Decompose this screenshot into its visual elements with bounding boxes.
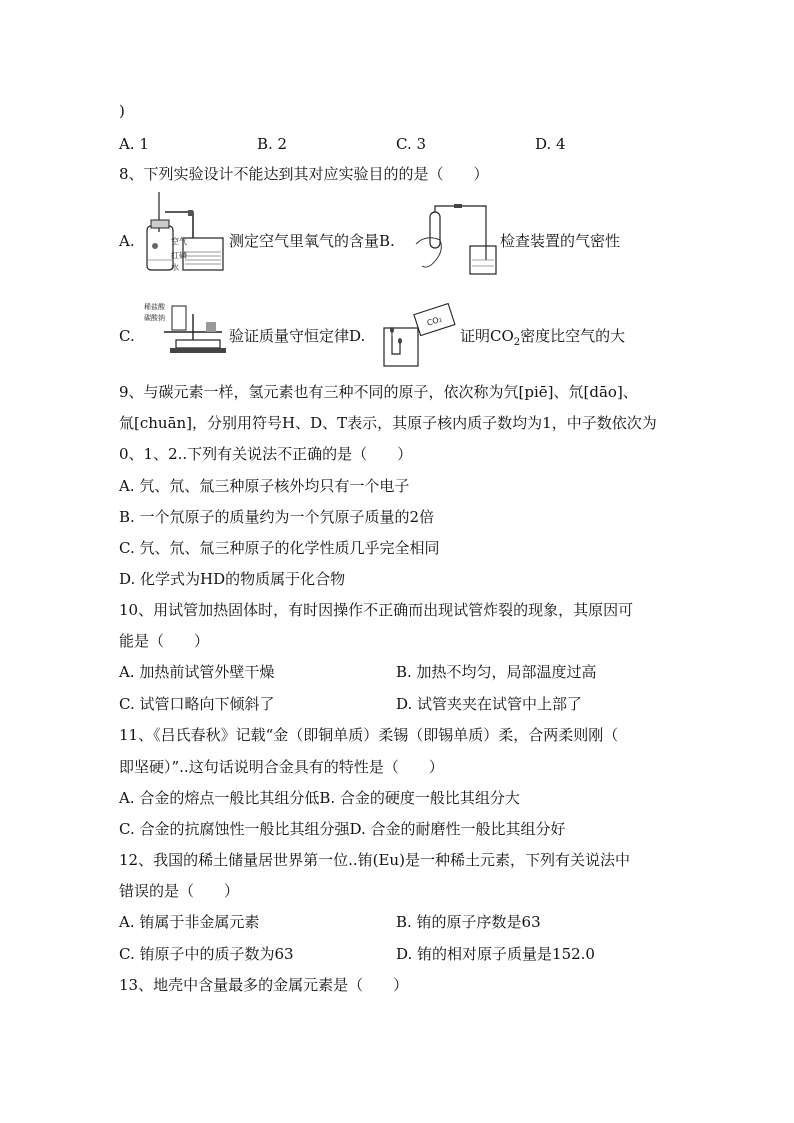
q12-stem-line1: 12、我国的稀土储量居世界第一位..铕(Eu)是一种稀土元素，下列有关说法中 [119,851,630,869]
q8-option-d-text-pre: 证明CO [460,327,514,345]
co2-density-candle-figure [378,302,458,368]
q8-stem: 8、下列实验设计不能达到其对应实验目的的是（ ） [119,165,489,183]
q9-stem-line1: 9、与碳元素一样，氢元素也有三种不同的原子，依次称为氕[piē]、氘[dāo]、 [119,383,638,401]
q9-stem-line2: 氚[chuān]，分别用符号H、D、T表示，其原子核内质子数均为1，中子数依次为 [119,414,657,432]
q10-option-b: B. 加热不均匀，局部温度过高 [396,663,597,681]
q9-option-c: C. 氕、氘、氚三种原子的化学性质几乎完全相同 [119,539,440,557]
q12-option-c: C. 铕原子中的质子数为63 [119,945,294,963]
airtightness-check-figure [406,204,498,276]
q10-option-a: A. 加热前试管外壁干燥 [119,663,275,681]
figC-label-acid: 稀盐酸 [144,303,165,311]
q7-stem-tail: ) [119,102,125,120]
q7-option-b: B. 2 [257,135,288,153]
q13-stem: 13、地壳中含量最多的金属元素是（ ） [119,976,409,994]
q11-options-ab: A. 合金的熔点一般比其组分低B. 合金的硬度一般比其组分大 [119,789,520,807]
q7-option-c: C. 3 [396,135,427,153]
q11-options-cd: C. 合金的抗腐蚀性一般比其组分强D. 合金的耐磨性一般比其组分好 [119,820,566,838]
co2-subscript: 2 [513,337,521,348]
q10-option-c: C. 试管口略向下倾斜了 [119,695,275,713]
oxygen-content-apparatus-figure [141,192,227,278]
q12-option-a: A. 铕属于非金属元素 [119,913,260,931]
q10-option-d: D. 试管夹夹在试管中上部了 [396,695,583,713]
q8-option-a-text: 测定空气里氧气的含量B. [229,232,395,250]
q8-option-c-label: C. [119,327,135,345]
mass-conservation-balance-figure [142,300,226,354]
q8-option-b-text: 检查装置的气密性 [500,232,621,250]
q12-option-d: D. 铕的相对原子质量是152.0 [396,945,595,963]
figA-label-water: 水 [171,263,179,272]
q9-option-b: B. 一个氘原子的质量约为一个氕原子质量的2倍 [119,508,435,526]
q8-option-a-label: A. [119,232,135,250]
q11-stem-line2: 即坚硬）”..这句话说明合金具有的特性是（ ） [119,758,444,776]
q8-option-c-text: 验证质量守恒定律D. [229,327,366,345]
q12-stem-line2: 错误的是（ ） [119,882,240,900]
figC-label-carbonate: 碳酸钠 [144,314,165,322]
q9-option-d: D. 化学式为HD的物质属于化合物 [119,570,346,588]
q8-option-d-text [460,326,625,353]
q10-stem-line1: 10、用试管加热固体时，有时因操作不正确而出现试管炸裂的现象，其原因可 [119,601,634,619]
q7-option-d: D. 4 [535,135,566,153]
q8-option-d-text-post: 密度比空气的大 [520,327,626,345]
q9-stem-line3: 0、1、2..下列有关说法不正确的是（ ） [119,445,413,463]
q10-stem-line2: 能是（ ） [119,632,210,650]
q7-option-a: A. 1 [119,135,149,153]
figA-label-phosphorus: 红磷 [171,251,187,260]
figD-label-co2: CO₂ [425,314,444,328]
q12-option-b: B. 铕的原子序数是63 [396,913,541,931]
q9-option-a: A. 氕、氘、氚三种原子核外均只有一个电子 [119,477,410,495]
figA-label-air: 空气 [171,237,187,246]
q11-stem-line1: 11、《吕氏春秋》记载“金（即铜单质）柔锡（即锡单质）柔，合两柔则刚（ [119,726,619,744]
